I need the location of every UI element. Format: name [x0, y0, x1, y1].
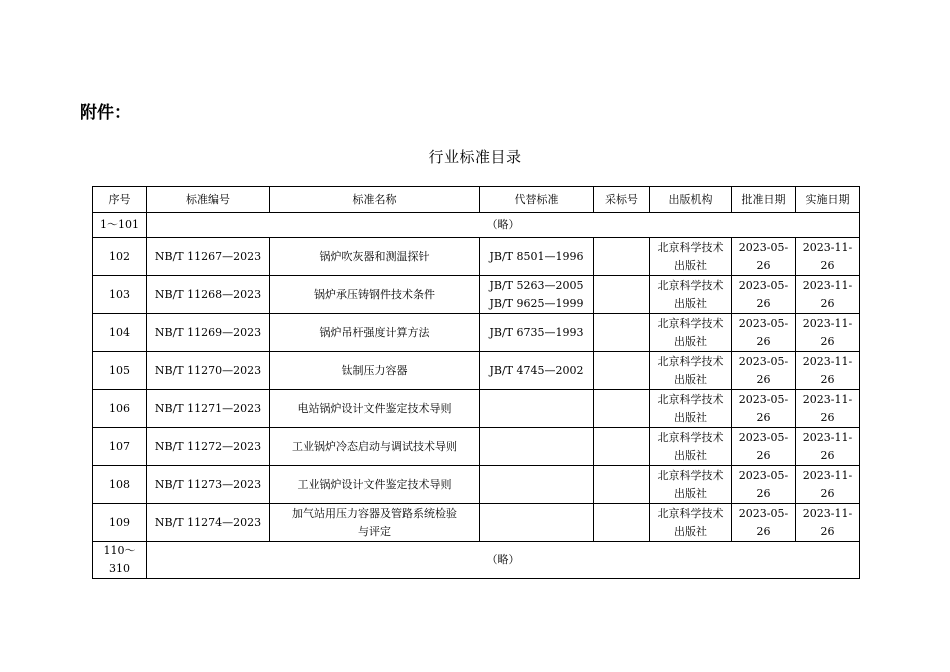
approval-date-text: 2023-05-26 [738, 468, 789, 500]
table-row [93, 428, 860, 466]
effective-date [796, 504, 860, 542]
publisher [650, 352, 732, 390]
publisher-text: 出版社 [674, 524, 707, 538]
effective-date [796, 466, 860, 504]
standard-name [270, 504, 480, 542]
standard-name-text: 工业锅炉设计文件鉴定技术导则 [297, 477, 452, 491]
row-number-text: 102 [109, 249, 130, 263]
effective-date [796, 352, 860, 390]
row-number [93, 314, 147, 352]
attachment-label: 附件： [80, 103, 131, 123]
publisher-text: 北京科学技术 [657, 430, 724, 444]
column-header: 标准编号 [147, 187, 270, 213]
table-row [93, 276, 860, 314]
standard-code [147, 238, 270, 276]
effective-date-text: 2023-11-26 [802, 506, 853, 538]
row-number [93, 352, 147, 390]
standard-code-text: NB/T 11273—2023 [154, 477, 262, 491]
publisher-text: 出版社 [674, 258, 707, 272]
approval-date-text: 2023-05-26 [738, 316, 789, 348]
omitted-range: 110～310 [93, 542, 147, 579]
row-number [93, 390, 147, 428]
approval-date [732, 314, 796, 352]
table-row [93, 352, 860, 390]
standard-name-text: 锅炉吹灰器和测温探针 [319, 249, 430, 263]
adoption-number [594, 466, 650, 504]
column-header: 标准名称 [270, 187, 480, 213]
standards-table [92, 186, 860, 579]
table-row [93, 466, 860, 504]
standard-code [147, 352, 270, 390]
adoption-number [594, 238, 650, 276]
publisher [650, 314, 732, 352]
adoption-number [594, 314, 650, 352]
replaced-standard [480, 276, 594, 314]
standard-name-text: 电站锅炉设计文件鉴定技术导则 [297, 401, 452, 415]
publisher [650, 428, 732, 466]
table-row [93, 390, 860, 428]
omitted-row [93, 213, 860, 238]
table-header-row [93, 187, 860, 213]
row-number-text: 104 [109, 325, 130, 339]
adoption-number [594, 352, 650, 390]
replaced-standard [480, 390, 594, 428]
standard-code [147, 314, 270, 352]
approval-date-text: 2023-05-26 [738, 354, 789, 386]
publisher-text: 出版社 [674, 448, 707, 462]
replaced-standard [480, 428, 594, 466]
standard-name-text: 工业锅炉冷态启动与调试技术导则 [292, 439, 457, 453]
effective-date-text: 2023-11-26 [802, 468, 853, 500]
approval-date [732, 466, 796, 504]
standard-name-text: 锅炉承压铸钢件技术条件 [314, 287, 435, 301]
column-header: 代替标准 [480, 187, 594, 213]
publisher-text: 北京科学技术 [657, 392, 724, 406]
publisher-text: 北京科学技术 [657, 506, 724, 520]
adoption-number [594, 276, 650, 314]
approval-date-text: 2023-05-26 [738, 430, 789, 462]
effective-date-text: 2023-11-26 [802, 430, 853, 462]
approval-date-text: 2023-05-26 [738, 240, 789, 272]
publisher [650, 466, 732, 504]
standard-code-text: NB/T 11270—2023 [154, 363, 262, 377]
column-header: 序号 [93, 187, 147, 213]
standard-name [270, 390, 480, 428]
publisher [650, 390, 732, 428]
column-header: 出版机构 [650, 187, 732, 213]
omitted-range: 1～101 [93, 213, 147, 238]
column-header: 批准日期 [732, 187, 796, 213]
approval-date [732, 238, 796, 276]
publisher-text: 北京科学技术 [657, 316, 724, 330]
standard-name [270, 276, 480, 314]
omitted-note: （略） [147, 542, 860, 579]
approval-date-text: 2023-05-26 [738, 392, 789, 424]
replaced-standard [480, 314, 594, 352]
standard-code [147, 504, 270, 542]
omitted-row [93, 542, 860, 579]
publisher-text: 出版社 [674, 410, 707, 424]
replaced-standard [480, 504, 594, 542]
row-number [93, 466, 147, 504]
standard-name [270, 466, 480, 504]
publisher-text: 出版社 [674, 334, 707, 348]
replaced-standard-text: JB/T 4745—2002 [489, 363, 584, 377]
replaced-standard [480, 352, 594, 390]
standard-name-text: 钛制压力容器 [341, 363, 408, 377]
row-number-text: 105 [109, 363, 130, 377]
replaced-standard-text: JB/T 9625—1999 [489, 296, 584, 310]
standard-code-text: NB/T 11274—2023 [154, 515, 262, 529]
publisher-text: 出版社 [674, 296, 707, 310]
row-number [93, 238, 147, 276]
replaced-standard [480, 466, 594, 504]
publisher-text: 出版社 [674, 486, 707, 500]
publisher-text: 北京科学技术 [657, 468, 724, 482]
row-number [93, 276, 147, 314]
effective-date [796, 314, 860, 352]
effective-date-text: 2023-11-26 [802, 316, 853, 348]
standard-name-text: 与评定 [358, 524, 391, 538]
standard-code-text: NB/T 11272—2023 [154, 439, 262, 453]
table-row [93, 504, 860, 542]
standard-name-text: 锅炉吊杆强度计算方法 [319, 325, 430, 339]
effective-date [796, 390, 860, 428]
effective-date [796, 276, 860, 314]
row-number-text: 106 [109, 401, 130, 415]
replaced-standard-text: JB/T 6735—1993 [489, 325, 584, 339]
standard-name [270, 238, 480, 276]
effective-date-text: 2023-11-26 [802, 392, 853, 424]
standard-name [270, 352, 480, 390]
approval-date-text: 2023-05-26 [738, 506, 789, 538]
approval-date [732, 428, 796, 466]
publisher-text: 北京科学技术 [657, 240, 724, 254]
replaced-standard-text: JB/T 5263—2005 [489, 278, 584, 292]
approval-date [732, 504, 796, 542]
publisher [650, 238, 732, 276]
row-number-text: 109 [109, 515, 130, 529]
adoption-number [594, 428, 650, 466]
standard-code [147, 390, 270, 428]
effective-date [796, 428, 860, 466]
effective-date-text: 2023-11-26 [802, 354, 853, 386]
standard-name [270, 428, 480, 466]
row-number-text: 103 [109, 287, 130, 301]
omitted-note: （略） [147, 213, 860, 238]
approval-date [732, 276, 796, 314]
standard-code [147, 276, 270, 314]
row-number-text: 108 [109, 477, 130, 491]
table-row [93, 314, 860, 352]
effective-date-text: 2023-11-26 [802, 278, 853, 310]
row-number [93, 504, 147, 542]
approval-date-text: 2023-05-26 [738, 278, 789, 310]
publisher [650, 504, 732, 542]
adoption-number [594, 504, 650, 542]
standard-code-text: NB/T 11267—2023 [154, 249, 262, 263]
standard-code-text: NB/T 11269—2023 [154, 325, 262, 339]
standard-code [147, 466, 270, 504]
column-header: 实施日期 [796, 187, 860, 213]
effective-date [796, 238, 860, 276]
approval-date [732, 390, 796, 428]
effective-date-text: 2023-11-26 [802, 240, 853, 272]
approval-date [732, 352, 796, 390]
document-title: 行业标准目录 [428, 148, 522, 166]
adoption-number [594, 390, 650, 428]
publisher-text: 出版社 [674, 372, 707, 386]
table-row [93, 238, 860, 276]
column-header: 采标号 [594, 187, 650, 213]
replaced-standard [480, 238, 594, 276]
standard-code-text: NB/T 11268—2023 [154, 287, 262, 301]
publisher [650, 276, 732, 314]
standard-name-text: 加气站用压力容器及管路系统检验 [292, 506, 457, 520]
standard-code-text: NB/T 11271—2023 [154, 401, 262, 415]
standard-name [270, 314, 480, 352]
row-number-text: 107 [109, 439, 130, 453]
standard-code [147, 428, 270, 466]
replaced-standard-text: JB/T 8501—1996 [489, 249, 584, 263]
publisher-text: 北京科学技术 [657, 278, 724, 292]
row-number [93, 428, 147, 466]
publisher-text: 北京科学技术 [657, 354, 724, 368]
